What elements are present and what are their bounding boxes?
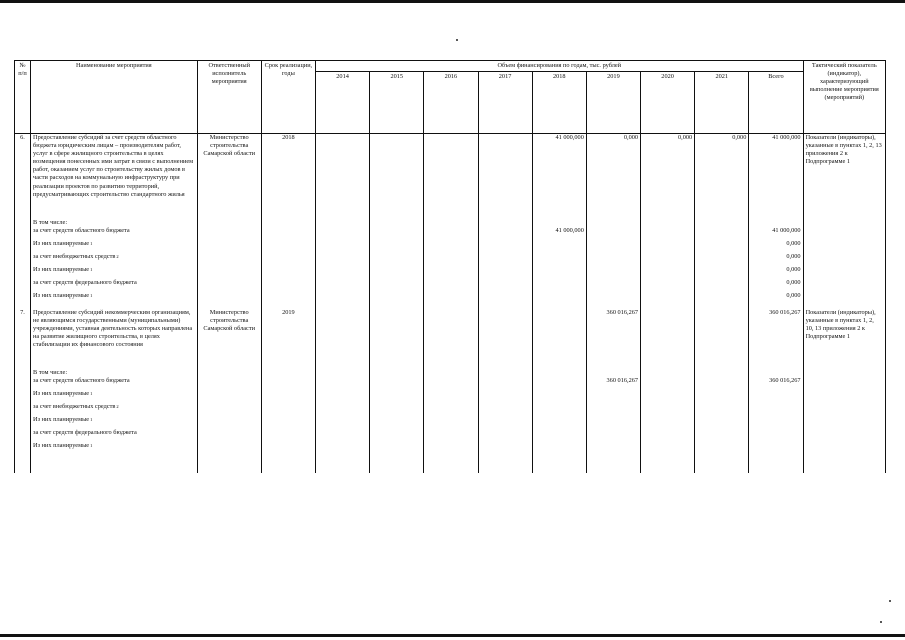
header-num: № п/п <box>15 61 31 134</box>
funding-source-value <box>424 266 478 279</box>
measure-year-value <box>370 309 424 363</box>
funding-source-value <box>695 240 749 253</box>
empty-cell <box>532 363 586 377</box>
measure-year-value: 0,000 <box>695 134 749 213</box>
funding-source-value <box>370 416 424 429</box>
measure-year-value <box>370 134 424 213</box>
footnote-marker: 1 <box>90 266 93 272</box>
measure-number: 7. <box>15 309 31 363</box>
empty-cell <box>424 363 478 377</box>
funding-source-total <box>749 442 803 455</box>
funding-source-value <box>532 442 586 455</box>
funding-source-value <box>641 416 695 429</box>
empty-cell <box>586 363 640 377</box>
funding-source-text: за счет средств федерального бюджета <box>33 278 137 286</box>
measure-row <box>15 309 886 363</box>
funding-source-value <box>370 429 424 442</box>
empty-cell <box>197 253 261 266</box>
scan-speck <box>456 39 458 41</box>
measure-total-value: 41 000,000 <box>749 134 803 213</box>
funding-source-value <box>315 442 369 455</box>
including-label: В том числе: <box>31 363 198 377</box>
funding-source-value: 360 016,267 <box>586 377 640 390</box>
empty-cell <box>15 442 31 455</box>
funding-source-value <box>532 416 586 429</box>
empty-cell <box>261 363 315 377</box>
funding-source-label <box>31 377 198 390</box>
funding-source-value <box>532 429 586 442</box>
funding-source-value <box>586 429 640 442</box>
funding-source-row <box>15 279 886 292</box>
empty-cell <box>749 363 803 377</box>
empty-cell <box>15 227 31 240</box>
empty-cell <box>261 240 315 253</box>
empty-cell <box>803 266 885 279</box>
funding-source-total: 360 016,267 <box>749 377 803 390</box>
funding-source-value <box>478 403 532 416</box>
empty-cell <box>197 266 261 279</box>
measure-year-value <box>315 134 369 213</box>
empty-cell <box>803 429 885 442</box>
funding-source-value <box>695 227 749 240</box>
bottom-scan-border <box>0 634 905 637</box>
empty-cell <box>197 240 261 253</box>
empty-cell <box>197 390 261 403</box>
empty-cell <box>261 227 315 240</box>
empty-cell <box>315 213 369 227</box>
header-total: Всего <box>749 72 803 134</box>
measure-indicator: Показатели (индикаторы), указанные в пунктах 1, 2, 13 приложения 2 к Подпрограмме 1 <box>803 134 885 213</box>
measure-name: Предоставление субсидий за счет средств областного бюджета юридическим лицам – производителям работ, услуг в сфере жилищного строительства в целях возмещения понесенных ими затрат в связи с выполнением работ, оказанием услуг по строительству жилых домов в части расходов на коммунальную инфраструктуру при реализации проектов по развитию территорий, предусматривающих строительство стандартного жилья <box>31 134 198 213</box>
funding-source-value <box>532 377 586 390</box>
measure-executor: Министерство строительства Самарской области <box>197 309 261 363</box>
funding-source-total <box>749 390 803 403</box>
funding-source-value <box>586 442 640 455</box>
empty-cell <box>15 253 31 266</box>
funding-source-value <box>586 279 640 292</box>
header-year: 2016 <box>424 72 478 134</box>
funding-source-value <box>370 253 424 266</box>
funding-source-value <box>586 227 640 240</box>
empty-cell <box>261 279 315 292</box>
empty-cell <box>803 390 885 403</box>
funding-source-value <box>586 253 640 266</box>
empty-cell <box>197 377 261 390</box>
empty-cell <box>261 377 315 390</box>
empty-cell <box>803 377 885 390</box>
funding-source-value <box>424 442 478 455</box>
empty-cell <box>15 240 31 253</box>
funding-source-label <box>31 266 198 279</box>
empty-cell <box>261 213 315 227</box>
empty-cell <box>197 455 261 473</box>
funding-source-value <box>424 390 478 403</box>
program-measures-table <box>14 60 886 473</box>
funding-source-value <box>424 227 478 240</box>
funding-source-value <box>315 253 369 266</box>
footnote-marker: 1 <box>90 443 93 449</box>
header-year: 2020 <box>641 72 695 134</box>
funding-source-value <box>695 279 749 292</box>
funding-source-label <box>31 292 198 305</box>
funding-source-value <box>315 279 369 292</box>
funding-source-value <box>424 403 478 416</box>
empty-cell <box>197 213 261 227</box>
funding-source-value <box>695 390 749 403</box>
funding-source-text: за счет средств областного бюджета <box>33 226 130 234</box>
funding-source-text: Из них планируемые <box>33 442 90 450</box>
measure-year-value: 41 000,000 <box>532 134 586 213</box>
funding-source-value <box>641 253 695 266</box>
empty-cell <box>424 213 478 227</box>
funding-source-value <box>695 429 749 442</box>
funding-source-label <box>31 390 198 403</box>
measure-year-value <box>315 309 369 363</box>
funding-source-value <box>641 429 695 442</box>
funding-source-row <box>15 429 886 442</box>
funding-source-value <box>478 442 532 455</box>
funding-source-total: 0,000 <box>749 240 803 253</box>
funding-source-row <box>15 403 886 416</box>
funding-source-total <box>749 429 803 442</box>
funding-source-value <box>641 390 695 403</box>
empty-cell <box>803 442 885 455</box>
funding-source-total: 0,000 <box>749 253 803 266</box>
funding-source-value <box>641 377 695 390</box>
scan-speck <box>880 621 882 623</box>
funding-source-value <box>478 390 532 403</box>
funding-source-value <box>478 416 532 429</box>
measure-name: Предоставление субсидий некоммерческим организациям, не являющимся государственными (муниципальными) учреждениями, уставная деятельность которых направлена на развитие жилищного строительства, в целях стабилизации их финансового состояния <box>31 309 198 363</box>
funding-source-value <box>424 240 478 253</box>
empty-cell <box>478 363 532 377</box>
empty-cell <box>15 416 31 429</box>
header-year: 2021 <box>695 72 749 134</box>
empty-cell <box>261 403 315 416</box>
funding-source-row <box>15 390 886 403</box>
funding-source-value <box>478 429 532 442</box>
funding-source-label <box>31 403 198 416</box>
header-name: Наименование мероприятия <box>31 61 198 134</box>
measure-year-value: 0,000 <box>641 134 695 213</box>
funding-source-text: Из них планируемые <box>33 265 90 273</box>
empty-cell <box>803 292 885 305</box>
measure-year-value <box>478 309 532 363</box>
funding-source-value <box>424 253 478 266</box>
funding-source-value <box>315 292 369 305</box>
empty-cell <box>197 227 261 240</box>
funding-source-value <box>641 240 695 253</box>
funding-source-total <box>749 403 803 416</box>
measure-year-value <box>695 309 749 363</box>
empty-cell <box>15 429 31 442</box>
empty-cell <box>641 455 695 473</box>
empty-cell <box>803 227 885 240</box>
spacer-row <box>15 455 886 473</box>
funding-source-value <box>424 279 478 292</box>
funding-source-label <box>31 442 198 455</box>
funding-source-total: 0,000 <box>749 279 803 292</box>
empty-cell <box>803 363 885 377</box>
funding-source-text: Из них планируемые <box>33 390 90 398</box>
funding-source-value <box>532 240 586 253</box>
empty-cell <box>370 455 424 473</box>
funding-source-value <box>478 377 532 390</box>
header-row <box>15 61 886 72</box>
empty-cell <box>15 279 31 292</box>
funding-source-value <box>478 292 532 305</box>
measure-total-value: 360 016,267 <box>749 309 803 363</box>
funding-source-value <box>478 279 532 292</box>
measure-year-value <box>641 309 695 363</box>
funding-source-value <box>695 377 749 390</box>
header-year: 2017 <box>478 72 532 134</box>
empty-cell <box>586 455 640 473</box>
empty-cell <box>803 455 885 473</box>
footnote-marker: 1 <box>90 391 93 397</box>
funding-source-row <box>15 227 886 240</box>
funding-source-row <box>15 416 886 429</box>
measure-row <box>15 134 886 213</box>
funding-source-value <box>641 292 695 305</box>
footnote-marker: 1 <box>90 240 93 246</box>
funding-source-value <box>532 292 586 305</box>
funding-source-row <box>15 377 886 390</box>
empty-cell <box>695 363 749 377</box>
empty-cell <box>261 442 315 455</box>
funding-source-value <box>532 390 586 403</box>
funding-source-value <box>370 292 424 305</box>
measure-number: 6. <box>15 134 31 213</box>
empty-cell <box>197 442 261 455</box>
header-year: 2019 <box>586 72 640 134</box>
funding-source-value <box>315 227 369 240</box>
including-row <box>15 363 886 377</box>
funding-source-value <box>641 227 695 240</box>
including-label: В том числе: <box>31 213 198 227</box>
measure-year-value: 360 016,267 <box>586 309 640 363</box>
top-scan-border <box>0 0 905 3</box>
header-year: 2015 <box>370 72 424 134</box>
empty-cell <box>197 416 261 429</box>
empty-cell <box>15 390 31 403</box>
funding-source-value <box>370 403 424 416</box>
scan-speck <box>889 600 891 602</box>
measure-year-value <box>532 309 586 363</box>
empty-cell <box>197 429 261 442</box>
funding-source-text: за счет средств областного бюджета <box>33 377 130 385</box>
empty-cell <box>803 279 885 292</box>
empty-cell <box>478 455 532 473</box>
funding-source-row <box>15 292 886 305</box>
header-year: 2018 <box>532 72 586 134</box>
measure-year-value <box>478 134 532 213</box>
funding-source-value <box>370 279 424 292</box>
empty-cell <box>197 363 261 377</box>
funding-source-label <box>31 429 198 442</box>
empty-cell <box>261 429 315 442</box>
empty-cell <box>15 403 31 416</box>
measure-period: 2018 <box>261 134 315 213</box>
empty-cell <box>803 416 885 429</box>
header-period: Срок реализации, годы <box>261 61 315 134</box>
empty-cell <box>803 213 885 227</box>
funding-source-row <box>15 240 886 253</box>
measure-year-value <box>424 134 478 213</box>
funding-source-label <box>31 416 198 429</box>
empty-cell <box>261 416 315 429</box>
funding-source-value <box>315 377 369 390</box>
funding-source-total <box>749 416 803 429</box>
funding-source-label <box>31 253 198 266</box>
empty-cell <box>424 455 478 473</box>
empty-cell <box>315 455 369 473</box>
funding-source-value <box>370 266 424 279</box>
empty-cell <box>15 377 31 390</box>
empty-cell <box>197 279 261 292</box>
empty-cell <box>15 292 31 305</box>
funding-source-value <box>315 403 369 416</box>
footnote-marker: 2 <box>116 253 119 259</box>
funding-source-value <box>315 266 369 279</box>
funding-source-total: 0,000 <box>749 266 803 279</box>
funding-source-value <box>586 240 640 253</box>
measure-period: 2019 <box>261 309 315 363</box>
funding-source-value <box>641 403 695 416</box>
funding-source-text: за счет внебюджетных средств <box>33 403 116 411</box>
funding-source-value <box>695 266 749 279</box>
funding-source-label <box>31 240 198 253</box>
funding-source-text: за счет внебюджетных средств <box>33 252 116 260</box>
funding-source-value <box>370 377 424 390</box>
empty-cell <box>695 213 749 227</box>
funding-source-total: 0,000 <box>749 292 803 305</box>
funding-source-value <box>370 240 424 253</box>
empty-cell <box>803 403 885 416</box>
funding-source-text: за счет средств федерального бюджета <box>33 429 137 437</box>
funding-source-value <box>478 253 532 266</box>
funding-source-value <box>641 442 695 455</box>
funding-source-value <box>695 253 749 266</box>
footnote-marker: 1 <box>90 417 93 423</box>
empty-cell <box>15 455 31 473</box>
funding-source-text: Из них планируемые <box>33 416 90 424</box>
funding-source-value <box>424 292 478 305</box>
empty-cell <box>641 213 695 227</box>
empty-cell <box>315 363 369 377</box>
empty-cell <box>261 253 315 266</box>
funding-source-total: 41 000,000 <box>749 227 803 240</box>
empty-cell <box>641 363 695 377</box>
empty-cell <box>197 403 261 416</box>
funding-source-value <box>586 266 640 279</box>
header-year: 2014 <box>315 72 369 134</box>
funding-source-value <box>641 279 695 292</box>
funding-source-value <box>478 240 532 253</box>
funding-source-value <box>695 416 749 429</box>
funding-source-text: Из них планируемые <box>33 291 90 299</box>
funding-source-value <box>586 390 640 403</box>
empty-cell <box>15 363 31 377</box>
empty-cell <box>15 213 31 227</box>
funding-source-value <box>532 279 586 292</box>
funding-source-label <box>31 279 198 292</box>
funding-source-value <box>478 227 532 240</box>
funding-source-value <box>586 416 640 429</box>
funding-source-value <box>315 390 369 403</box>
funding-source-value <box>478 266 532 279</box>
funding-source-value <box>695 442 749 455</box>
funding-source-value <box>370 227 424 240</box>
measure-indicator: Показатели (индикаторы), указанные в пунктах 1, 2, 10, 13 приложения 2 к Подпрограмме 1 <box>803 309 885 363</box>
funding-source-value <box>370 442 424 455</box>
empty-cell <box>749 455 803 473</box>
funding-source-value <box>586 403 640 416</box>
empty-cell <box>478 213 532 227</box>
empty-cell <box>749 213 803 227</box>
measure-year-value <box>424 309 478 363</box>
measure-executor: Министерство строительства Самарской области <box>197 134 261 213</box>
empty-cell <box>532 455 586 473</box>
funding-source-value <box>532 253 586 266</box>
funding-source-value <box>532 403 586 416</box>
funding-source-value <box>370 390 424 403</box>
footnote-marker: 2 <box>116 404 119 410</box>
empty-cell <box>261 292 315 305</box>
funding-source-value <box>586 292 640 305</box>
header-executor: Ответственный исполнитель мероприятия <box>197 61 261 134</box>
funding-source-value: 41 000,000 <box>532 227 586 240</box>
empty-cell <box>15 266 31 279</box>
funding-source-value <box>424 416 478 429</box>
measure-year-value: 0,000 <box>586 134 640 213</box>
empty-cell <box>370 213 424 227</box>
funding-source-value <box>641 266 695 279</box>
funding-source-row <box>15 253 886 266</box>
funding-source-text: Из них планируемые <box>33 239 90 247</box>
funding-source-value <box>315 429 369 442</box>
funding-source-label <box>31 227 198 240</box>
empty-cell <box>695 455 749 473</box>
funding-source-value <box>315 240 369 253</box>
funding-source-row <box>15 442 886 455</box>
funding-source-value <box>532 266 586 279</box>
empty-cell <box>803 253 885 266</box>
funding-source-value <box>424 429 478 442</box>
header-indicator: Тактический показатель (индикатор), характеризующий выполнение мероприятия (мероприятий) <box>803 61 885 134</box>
funding-source-value <box>424 377 478 390</box>
empty-cell <box>261 455 315 473</box>
funding-source-value <box>695 403 749 416</box>
funding-source-value <box>695 292 749 305</box>
empty-cell <box>370 363 424 377</box>
header-funding: Объем финансирования по годам, тыс. рублей <box>315 61 803 72</box>
empty-cell <box>261 266 315 279</box>
empty-cell <box>197 292 261 305</box>
including-row <box>15 213 886 227</box>
empty-cell <box>803 240 885 253</box>
empty-cell <box>532 213 586 227</box>
funding-source-value <box>315 416 369 429</box>
empty-cell <box>261 390 315 403</box>
funding-source-row <box>15 266 886 279</box>
empty-cell <box>31 455 198 473</box>
footnote-marker: 1 <box>90 292 93 298</box>
empty-cell <box>586 213 640 227</box>
